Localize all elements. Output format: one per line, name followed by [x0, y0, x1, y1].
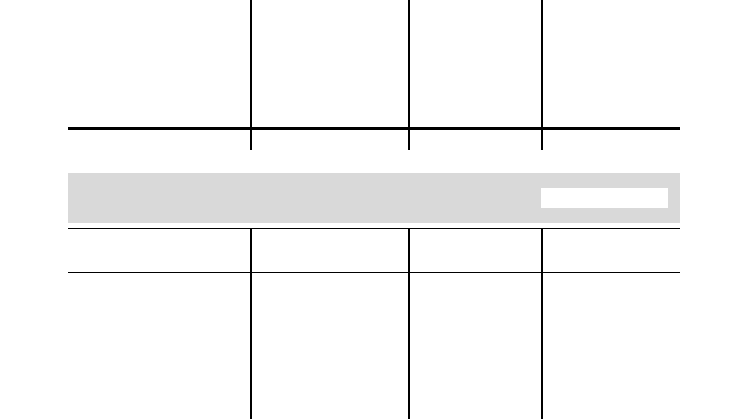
col-divider: [408, 228, 410, 419]
col-divider: [250, 228, 252, 419]
ytd-badge: [541, 188, 668, 208]
header-top-border: [68, 228, 680, 229]
total-divider: [68, 127, 680, 130]
col-divider: [541, 228, 543, 419]
header-bottom-border: [68, 272, 680, 273]
